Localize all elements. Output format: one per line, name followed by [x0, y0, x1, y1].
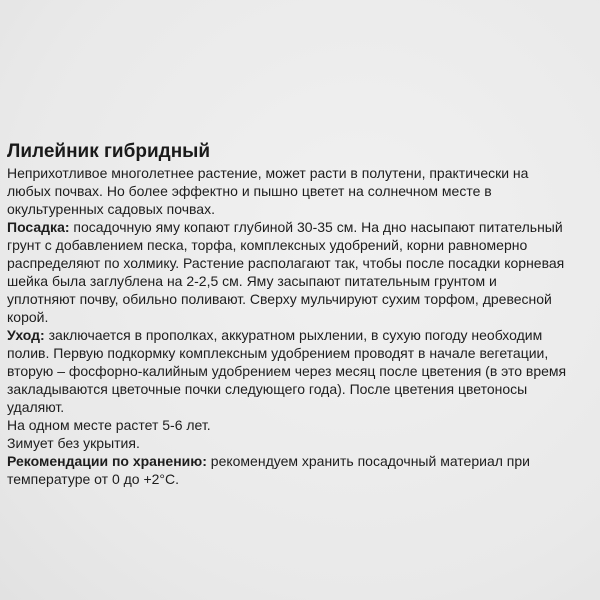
planting-heading: Посадка: — [7, 219, 70, 235]
winter-text: Зимует без укрытия. — [7, 435, 140, 451]
care-heading: Уход: — [7, 327, 45, 343]
storage-text: рекомендуем хранить посадочный материал при — [206, 453, 530, 469]
storage-first-line — [7, 452, 587, 470]
care-line: закладываются цветочные почки следующего года). После цветения цветоносы — [7, 381, 528, 397]
planting-line: грунт с добавлением песка, торфа, комплексных удобрений, корни равномерно — [7, 237, 528, 253]
storage-line: температуре от 0 до +2°С. — [7, 471, 180, 487]
intro-line: Неприхотливое многолетнее растение, может расти в полутени, практически на — [7, 165, 529, 181]
label-text-block — [7, 141, 587, 488]
planting-line: распределяют по холмику. Растение располагают так, чтобы после посадки корневая — [7, 255, 565, 271]
intro-line: любых почвах. Но более эффектно и пышно цветет на солнечном месте в — [7, 183, 492, 199]
lifespan-text: На одном месте растет 5-6 лет. — [7, 417, 211, 433]
planting-line: уплотняют почву, обильно поливают. Сверху мульчируют сухим торфом, древесной — [7, 291, 552, 307]
lifespan-line — [7, 416, 587, 434]
storage-heading: Рекомендации по хранению: — [7, 453, 207, 469]
care-line: полив. Первую подкормку комплексным удобрением проводят в начале вегетации, — [7, 345, 549, 361]
care-line: вторую – фосфорно-калийным удобрением через месяц после цветения (в это время — [7, 363, 567, 379]
care-text: заключается в прополках, аккуратном рыхлении, в сухую погоду необходим — [44, 327, 543, 343]
intro-paragraph — [7, 164, 587, 218]
care-line: удаляют. — [7, 399, 65, 415]
page-title: Лилейник гибридный — [7, 141, 211, 162]
planting-line: шейка была заглублена на 2-2,5 см. Яму засыпают питательным грунтом и — [7, 273, 497, 289]
care-paragraph — [7, 326, 587, 416]
planting-first-line — [7, 218, 587, 236]
winter-line — [7, 434, 587, 452]
storage-paragraph — [7, 452, 587, 488]
planting-paragraph — [7, 218, 587, 326]
intro-line: окультуренных садовых почвах. — [7, 201, 215, 217]
care-first-line — [7, 326, 587, 344]
planting-text: посадочную яму копают глубиной 30-35 см. На дно насыпают питательный — [69, 219, 563, 235]
planting-line: корой. — [7, 309, 49, 325]
